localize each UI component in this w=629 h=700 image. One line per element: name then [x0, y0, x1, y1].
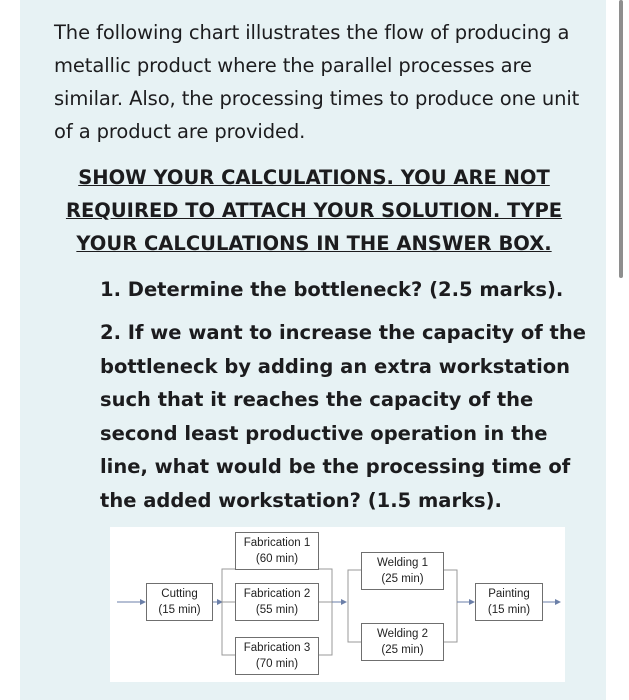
- fab-merge: [318, 569, 332, 655]
- question-1: 1. Determine the bottleneck? (2.5 marks).: [100, 278, 564, 301]
- intro-text: The following chart illustrates the flow of producing a metallic product where the parallel processes are similar. Also, the processing times to produce one unit of a product are provided.: [54, 21, 580, 143]
- station-fabrication-2: [235, 583, 319, 621]
- station-fabrication-3: [235, 637, 319, 675]
- station-welding-2: [361, 623, 444, 661]
- station-cutting: [146, 583, 213, 621]
- instruction-line: REQUIRED TO ATTACH YOUR SOLUTION. TYPE: [65, 199, 563, 222]
- question-2: 2. If we want to increase the capacity of the bottleneck by adding an extra workstation such that it reaches the capacity of the second least productive operation in the line, what would be the processing time of the added workstation? (1.5 marks).: [100, 321, 586, 512]
- station-name: Welding 2: [377, 628, 428, 640]
- scrollbar[interactable]: [619, 0, 623, 278]
- station-time: (55 min): [255, 604, 299, 616]
- station-time: (25 min): [381, 644, 424, 656]
- instructions: [40, 161, 588, 260]
- process-flow-diagram: [110, 527, 565, 682]
- station-time: (25 min): [381, 573, 424, 585]
- station-name: Fabrication 2: [243, 588, 311, 600]
- station-painting: [475, 583, 543, 621]
- station-name: Cutting: [161, 588, 198, 600]
- station-fabrication-1: [235, 532, 319, 570]
- weld-merge: [443, 570, 457, 642]
- instruction-line: YOUR CALCULATIONS IN THE ANSWER BOX.: [76, 232, 552, 255]
- station-welding-1: [361, 552, 444, 590]
- station-name: Welding 1: [377, 557, 428, 569]
- instruction-line: SHOW YOUR CALCULATIONS. YOU ARE NOT: [78, 166, 550, 189]
- station-name: Fabrication 3: [243, 642, 311, 654]
- station-time: (60 min): [255, 553, 299, 565]
- weld-split: [348, 570, 361, 642]
- station-name: Fabrication 1: [243, 537, 311, 549]
- station-name: Painting: [488, 588, 530, 600]
- fab-split: [222, 569, 235, 655]
- station-time: (70 min): [255, 658, 299, 670]
- station-time: (15 min): [487, 604, 531, 616]
- station-time: (15 min): [158, 604, 201, 616]
